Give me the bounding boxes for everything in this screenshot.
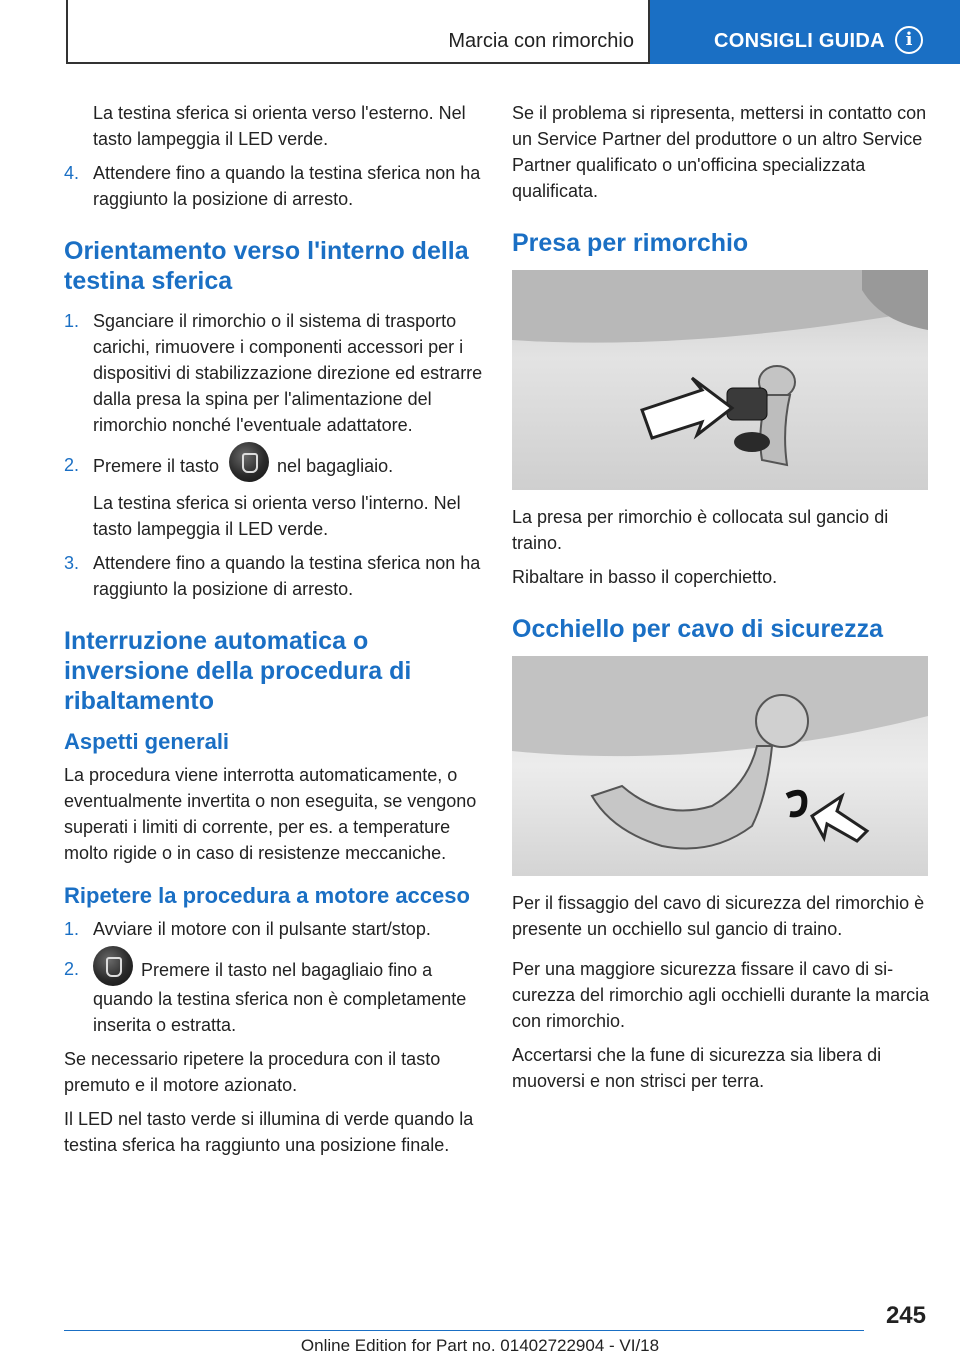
paragraph: Se necessario ripetere la procedura con il tasto premuto e il motore azionato. [64,1049,441,1095]
page-number: 245 [885,1302,926,1329]
info-icon[interactable]: i [895,26,923,54]
step-number: 1. [64,919,80,939]
step-item [64,956,484,1038]
paragraph: Se il problema si ripresenta, mettersi in contatto con un Service Partner del produttore o un altro Service Partner qualificato o un'officina specializzata qualificata. [512,103,927,201]
paragraph: Per una maggiore sicurezza fissare il cavo di sicurezza del rimorchio agli occhielli durante la marcia con rimorchio. [512,959,930,1031]
paragraph: Il LED nel tasto verde si illumina di verde quando la testina sferica ha raggiunto una posizione finale. [64,1109,474,1155]
step-number: 2. [64,959,80,979]
header-section-title: Marcia con rimorchio [448,30,634,52]
right-column [512,100,930,1102]
section-heading-trailer-socket: Presa per rimorchio [512,229,749,257]
step-body [93,956,484,1038]
general-paragraph: La procedura viene interrotta automaticamente, o eventualmente invertita o non eseguita, se vengono superati i limiti di corrente, per es. a temperature molto rigide o in caso di resistenze meccaniche. [64,765,477,863]
header-chapter-label: CONSIGLI GUIDA [714,30,885,52]
step-item [64,916,484,942]
paragraph: La presa per rimorchio è collocata sul gancio di traino. [512,507,889,553]
trailer-socket-drawing [512,270,928,490]
step-item [64,550,484,602]
step-text: Avviare il motore con il pulsante start/stop. [93,919,431,939]
header-chapter-tab[interactable] [650,0,960,64]
paragraph: Ribaltare in basso il coperchietto. [512,567,778,587]
step-text: Attendere fino a quando la testina sferica non ha raggiunto la posizione di arresto. [93,553,481,599]
trailer-hitch-button-icon [93,946,133,986]
step-number: 3. [64,553,80,573]
trailer-hitch-button-icon [229,442,269,482]
paragraph: Per il fissaggio del cavo di sicurezza del rimorchio è presente un occhiello sul gancio di traino. [512,893,925,939]
section-heading-automatic-interruption: Interruzione automatica o inversione della procedura di ribaltamento [64,627,412,715]
step-text: Attendere fino a quando la testina sferica non ha raggiunto la posizione di arresto. [93,163,481,209]
step-text: Premere il tasto nel bagagliaio fino a quando la testina sferica non è completamente inserita o estratta. [93,959,467,1035]
step-text: nel bagagliaio. [277,455,394,476]
step-item [64,452,484,482]
section-heading-orientation-inward: Orientamento verso l'interno della testina sferica [64,237,469,295]
step-text: Premere il tasto [93,455,220,476]
footer-edition-text: Online Edition for Part no. 01402722904 - VI/18 [300,1336,660,1355]
step-number: 4. [64,163,80,183]
safety-cable-eye-drawing [512,656,928,876]
header-section-box [66,0,650,64]
step-item [64,160,484,212]
subheading-general: Aspetti generali [64,729,230,754]
left-column [64,100,484,1166]
subheading-repeat-engine-running: Ripetere la procedura a motore acceso [64,883,470,908]
step-number: 1. [64,311,80,331]
trailer-socket-illustration [512,270,928,490]
paragraph: Accertarsi che la fune di sicurezza sia libera di muoversi e non strisci per terra. [512,1045,882,1091]
footer-rule [64,1330,864,1331]
continued-paragraph: La testina sferica si orienta verso l'esterno. Nel tasto lampeggia il LED verde. [93,103,466,149]
safety-cable-eye-illustration [512,656,928,876]
step-text: Sganciare il rimorchio o il sistema di trasporto carichi, rimuovere i componenti accessori per i dispositivi di stabilizzazione direzione ed estrarre dalla presa la spina per l'alimentazione del rimorchio nonché l'eventuale adattatore. [93,311,483,435]
step-result: La testina sferica si orienta verso l'interno. Nel tasto lampeggia il LED verde. [93,493,461,539]
step-body [93,452,484,482]
step-item [64,308,484,438]
section-heading-safety-cable-eye: Occhiello per cavo di sicurezza [512,615,883,643]
step-number: 2. [64,455,80,475]
